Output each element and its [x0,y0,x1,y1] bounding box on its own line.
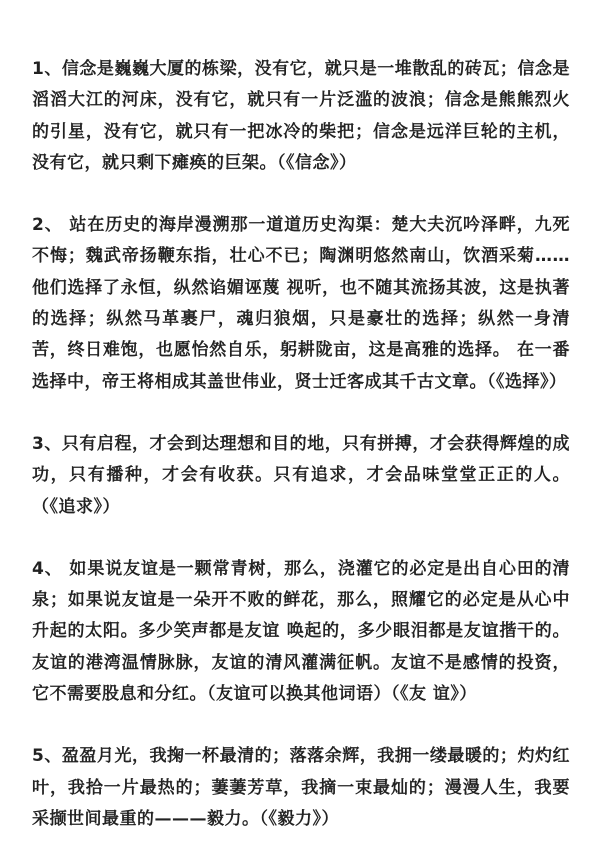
paragraph-5: 5、盈盈月光，我掬一杯最清的；落落余辉，我拥一缕最暖的；灼灼红叶，我拾一片最热的；萋萋芳草，我摘一束最灿的；漫漫人生，我要采撷世间最重的———毅力。（《毅力》） [32,746,570,829]
paragraph-2: 2、 站在历史的海岸漫溯那一道道历史沟渠：楚大夫沉吟泽畔，九死不悔；魏武帝扬鞭东指，壮心不已；陶渊明悠然南山，饮酒采菊……他们选择了永恒，纵然谄媚诬蔑 视听，也不随其流扬其波，这是执著的选择；纵然马革裹尸，魂归狼烟，只是豪壮的选择；纵然一身清苦，终日难饱，也愿怡然自乐，躬耕陇亩，这是高雅的选择。 在一番选择中，帝王将相成其盖世伟业，贤士迁客成其千古文章。（《选择》） [32,215,570,392]
document-body [32,54,570,835]
paragraph-3: 3、只有启程，才会到达理想和目的地，只有拼搏，才会获得辉煌的成功，只有播种，才会有收获。只有追求，才会品味堂堂正正的人。（《追求》） [32,433,570,517]
paragraph-4: 4、 如果说友谊是一颗常青树，那么，浇灌它的必定是出自心田的清泉；如果说友谊是一朵开不败的鲜花，那么，照耀它的必定是从心中升起的太阳。多少笑声都是友谊 唤起的，多少眼泪都是友谊揩干的。友谊的港湾温情脉脉，友谊的清风灌满征帆。友谊不是感情的投资，它不需要股息和分红。（友谊可以换其他词语）（《友 谊》） [32,558,570,705]
paragraph-1: 1、信念是巍巍大厦的栋梁，没有它，就只是一堆散乱的砖瓦；信念是滔滔大江的河床，没有它，就只有一片泛滥的波浪；信念是熊熊烈火的引星，没有它，就只有一把冰冷的柴把；信念是远洋巨轮的主机，没有它，就只剩下瘫痪的巨架。（《信念》） [32,59,570,173]
